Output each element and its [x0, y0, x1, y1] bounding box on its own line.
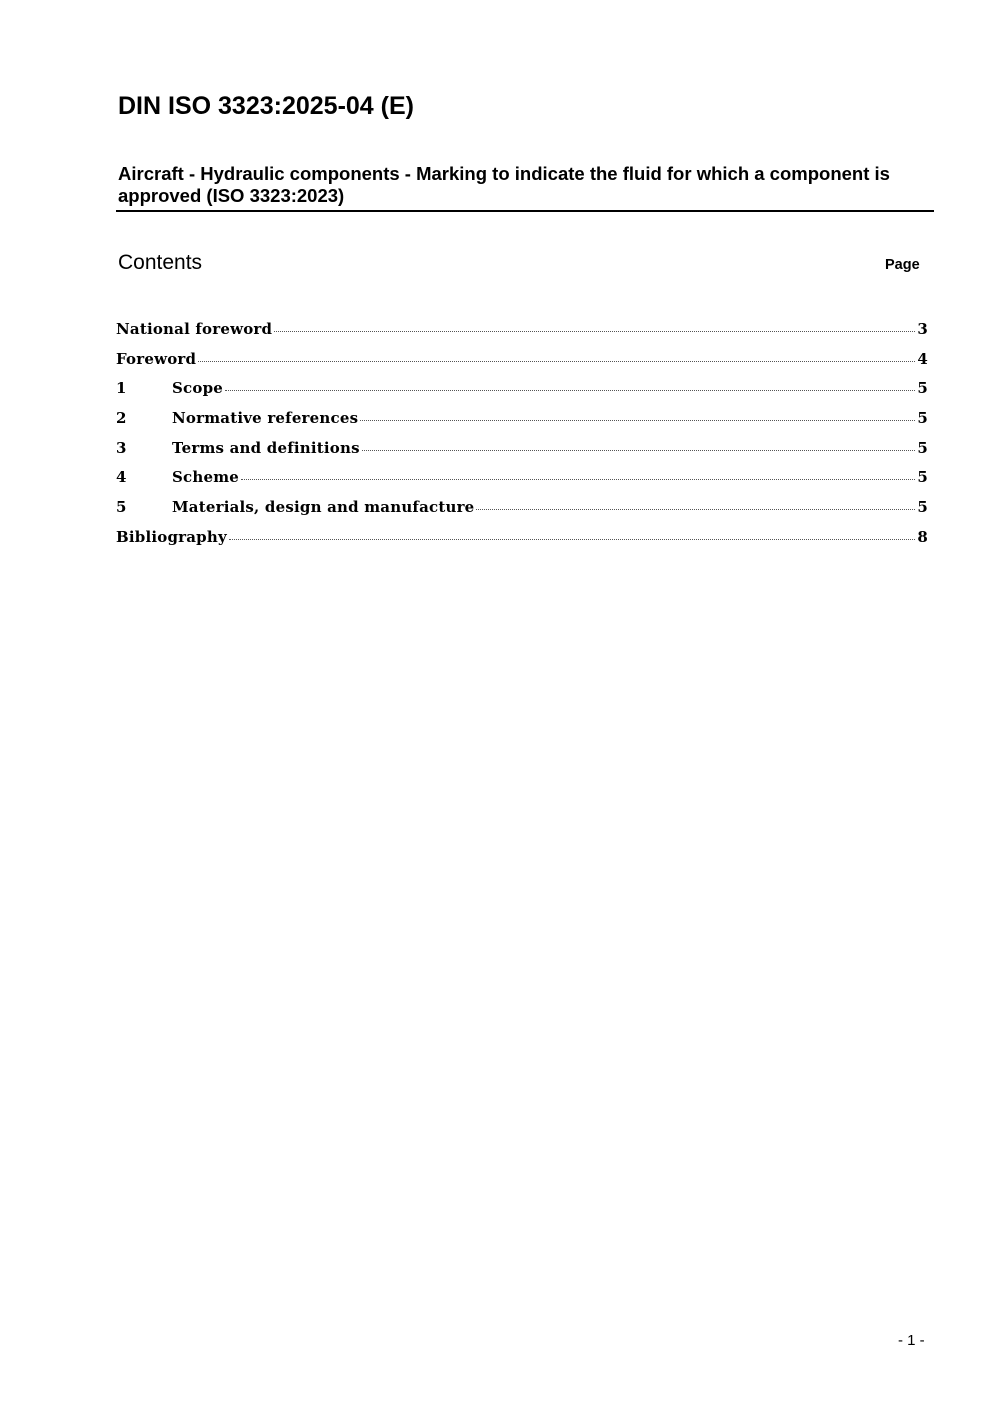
toc-entry-number: 1 [116, 379, 127, 398]
footer-page-number: - 1 - [898, 1332, 925, 1349]
toc-dot-leader [198, 361, 915, 362]
title-underline-rule [116, 210, 934, 212]
toc-entry-label: Terms and definitions [172, 438, 360, 457]
toc-entry-foreword[interactable] [116, 350, 928, 380]
toc-entry-number: 5 [116, 498, 127, 517]
document-id: DIN ISO 3323:2025-04 (E) [118, 92, 414, 120]
toc-entry-page: 5 [917, 409, 928, 428]
toc-entry-number: 2 [116, 409, 127, 428]
toc-entry-label: Scheme [172, 468, 240, 487]
toc-entry-national-foreword[interactable] [116, 320, 928, 350]
toc-entry-page: 5 [917, 379, 928, 398]
toc-entry-label: Foreword [116, 349, 197, 368]
toc-entry-number: 4 [116, 468, 127, 487]
toc-entry-label: National foreword [116, 320, 273, 338]
toc-dot-leader [476, 509, 915, 510]
toc-entry-page: 4 [917, 349, 928, 368]
toc-dot-leader [225, 390, 915, 391]
toc-entry-page: 5 [917, 438, 928, 457]
toc-dot-leader [229, 539, 915, 540]
toc-entry-scheme[interactable] [116, 468, 928, 498]
toc-entry-page: 8 [917, 527, 928, 546]
contents-heading: Contents [118, 251, 203, 274]
toc-entry-page: 5 [917, 468, 928, 487]
toc-entry-label: Materials, design and manufacture [172, 498, 475, 517]
document-title: Aircraft - Hydraulic components - Marking to indicate the fluid for which a component is approved (ISO 3323:2023) [118, 163, 890, 206]
toc-entry-label: Bibliography [116, 527, 227, 546]
toc-entry-page: 5 [917, 498, 928, 517]
toc-dot-leader [360, 420, 915, 421]
page-column-label: Page [885, 257, 920, 273]
toc-dot-leader [274, 331, 915, 332]
toc-entry-bibliography[interactable] [116, 528, 928, 558]
toc-entry-label: Scope [172, 379, 224, 398]
toc-entry-number: 3 [116, 438, 127, 457]
toc-entry-normative-references[interactable] [116, 409, 928, 439]
toc-dot-leader [362, 450, 916, 451]
toc-entry-materials-design-manufacture[interactable] [116, 498, 928, 528]
toc-dot-leader [241, 479, 915, 480]
toc-entry-scope[interactable] [116, 379, 928, 409]
toc-entry-terms-and-definitions[interactable] [116, 439, 928, 469]
table-of-contents [116, 320, 928, 558]
toc-entry-page: 3 [917, 320, 928, 338]
toc-entry-label: Normative references [172, 409, 359, 428]
